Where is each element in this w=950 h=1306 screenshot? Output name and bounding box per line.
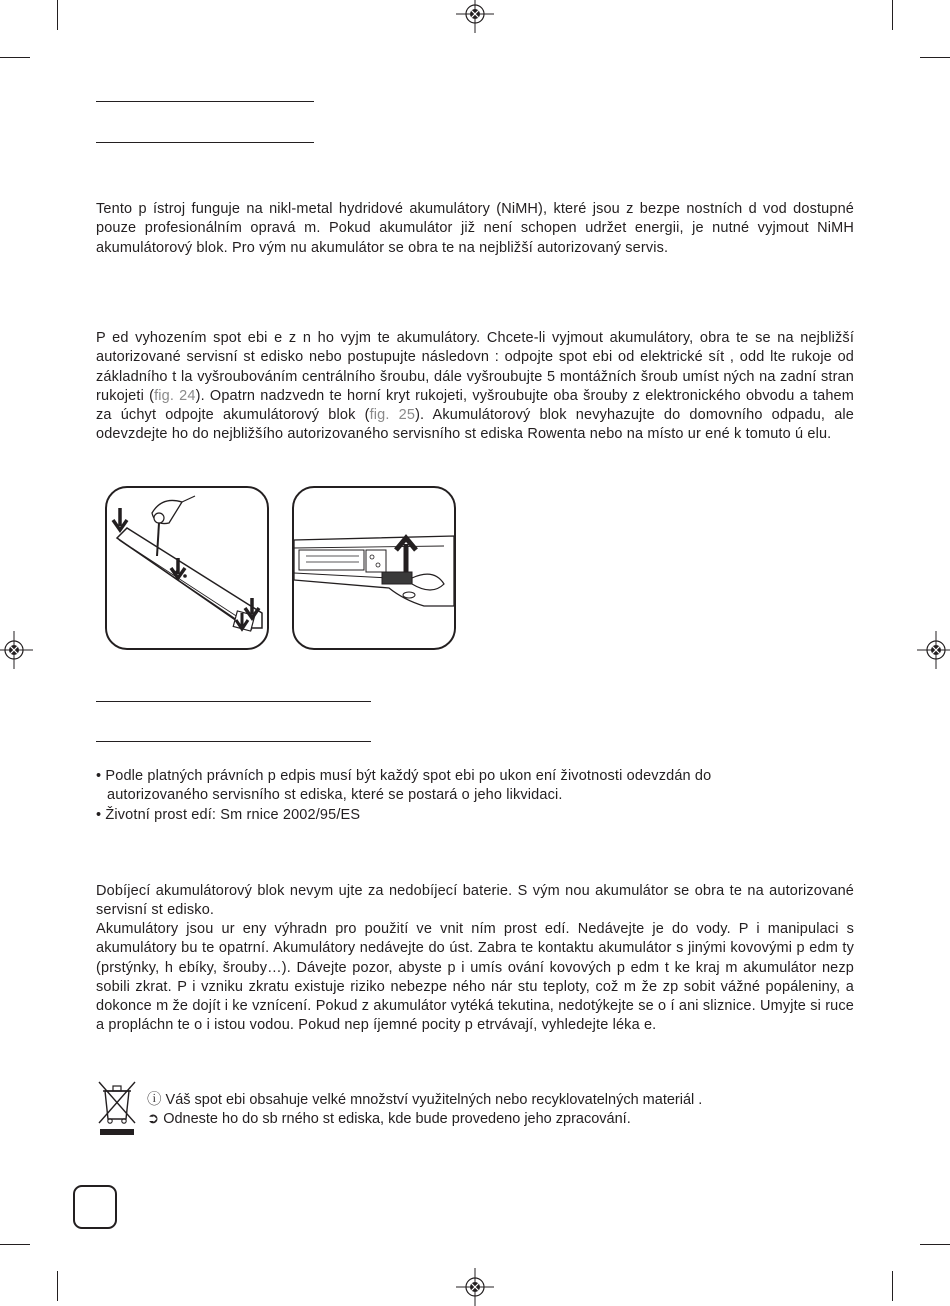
arrow-right-icon: ➲ (147, 1111, 160, 1127)
crossed-bin-icon (97, 1079, 137, 1137)
figure-25 (292, 486, 456, 650)
fig24-reference: fig. 24 (154, 387, 196, 404)
figure-24 (105, 486, 269, 650)
crop-mark (892, 0, 893, 30)
arrow-down-icon (113, 508, 127, 530)
page-number-box (73, 1185, 117, 1229)
registration-mark-icon (456, 1268, 494, 1306)
crop-mark (920, 1244, 950, 1245)
removal-text-c: ). Akumulátorový blok nevyhazujte do domovního odpadu, ale odevzdejte ho do nejbližšího autorizovaného servisního st ediska Rowenta nebo na místo ur ené k tomuto ú elu. (96, 407, 854, 443)
recycling-text-1: Váš spot ebi obsahuje velké množství využitelných nebo recyklovatelných materiál . (165, 1092, 703, 1108)
registration-mark-icon (456, 0, 494, 33)
section-heading-rule (96, 142, 314, 143)
handle-screws-illustration (107, 488, 267, 648)
battery-removal-paragraph (96, 329, 854, 445)
crop-mark (57, 1271, 58, 1301)
rechargeable-paragraph: Dobíjecí akumulátorový blok nevym ujte za nedobíjecí baterie. S vým nou akumulátor se obra te na autorizované servisní st edisko. (96, 883, 854, 919)
info-icon: ⓘ (147, 1092, 162, 1108)
fig25-reference: fig. 25 (369, 407, 416, 424)
screwdriver-icon (152, 496, 195, 556)
crop-mark (0, 57, 30, 58)
recycling-line-2 (147, 1110, 631, 1129)
crop-mark (892, 1271, 893, 1301)
section-heading-rule (96, 741, 371, 742)
removal-text-a: P ed vyhozením spot ebi e z n ho vyjm te akumulátory. Chcete-li vyjmout akumulátory, obra te se na nejbližší autorizované servisní st edisko nebo postupujte následovn : odpojte spot ebi od elektrické sít , odd lte rukoje od základního t la vyšroubováním centrálního šroubu, dále vyšroubujte 5 montážních šroub umíst ných na zadní stran rukojeti ( (96, 330, 854, 404)
section-heading-rule (96, 701, 371, 702)
battery-safety-paragraph: Akumulátory jsou ur eny výhradn pro použití ve vnit ním prost edí. Nedávejte je do vody. P i manipulaci s akumulátory bu te opatrní. Akumulátory nedávejte do úst. Zabra te kontaktu akumulátor s jinými kovovými p edm ty (prstýnky, h ebíky, šrouby…). Dávejte pozor, abyste p i umís ování kovových p edm t ke kraj m akumulátor nezp sobili zkrat. P i vzniku zkratu existuje riziko nebezpe ného nár stu teploty, což m že zp sobit vážné popáleniny, a dokonce m že dojít i ke vznícení. Pokud z akumulátor vytéká tekutina, nedotýkejte se o í ani sliznice. Umyjte si ruce a propláchn te o i istou vodou. Pokud nep íjemné pocity p etrvávají, vyhledejte léka e. (96, 921, 854, 1034)
recycling-line-1 (147, 1091, 702, 1110)
section-heading-rule (96, 101, 314, 102)
removal-text-b: ). Opatrn nadzvedn te horní kryt rukojeti, vyšroubujte oba šrouby z elektronického obvodu a tahem za úchyt odpojte akumulátorový blok ( (96, 387, 854, 424)
battery-info-paragraph: Tento p ístroj funguje na nikl-metal hydridové akumulátory (NiMH), které jsou z bezpe nostních d vod dostupné pouze profesionálním opravá m. Pokud akumulátor již není schopen udržet energii, je nutné vyjmout NiMH akumulátorový blok. Pro vým nu akumulátor se obra te na nejbližší autorizovaný servis. (96, 201, 854, 256)
bullet-legal-disposal-cont: autorizovaného servisního st ediska, které se postará o jeho likvidaci. (107, 787, 563, 804)
crop-mark (920, 57, 950, 58)
crop-mark (57, 0, 58, 30)
crop-mark (0, 1244, 30, 1245)
bullet-legal-disposal: • Podle platných právních p edpis musí být každý spot ebi po ukon ení životnosti odevzdán do (96, 768, 712, 784)
battery-pack-illustration (294, 488, 454, 648)
registration-mark-icon (0, 631, 33, 669)
registration-mark-icon (917, 631, 950, 669)
recycling-text-2: Odneste ho do sb rného st ediska, kde bude provedeno jeho zpracování. (163, 1111, 631, 1127)
disposal-bullets (96, 767, 854, 825)
bullet-directive: • Životní prost edí: Sm rnice 2002/95/ES (96, 806, 361, 823)
